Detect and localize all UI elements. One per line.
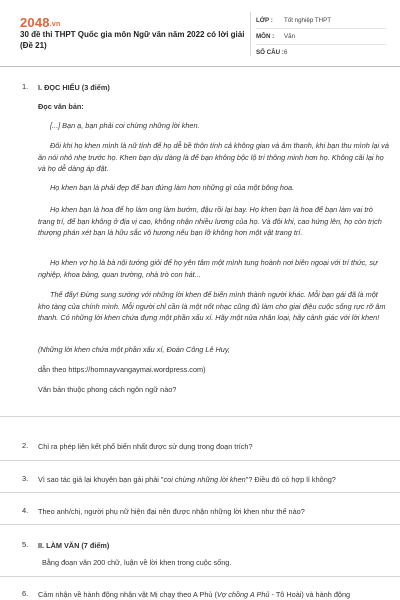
question-text-part: Vì sao tác giả lại khuyên bạn gái phải " bbox=[38, 475, 164, 484]
meta-key: MÔN : bbox=[256, 33, 275, 40]
site-logo[interactable] bbox=[20, 15, 60, 30]
question-text-italic: Vợ chồng A Phủ bbox=[216, 590, 270, 599]
question-divider bbox=[0, 524, 400, 525]
question-number: 1. bbox=[22, 82, 29, 91]
document-title: 30 đề thi THPT Quốc gia môn Ngữ văn năm 2022 có lời giải (Đề 21) bbox=[20, 30, 245, 50]
question-number: 5. bbox=[22, 540, 29, 549]
meta-row-count bbox=[256, 45, 386, 60]
logo-text: 2048 bbox=[20, 15, 50, 30]
reading-paragraph: Đôi khi họ khen mình là nữ tính để họ dễ bề thôn tính cả không gian và âm thanh, khi bạn thu mình lại và ăn nói nhỏ nhẹ trước họ. Khen bạn dịu dàng là để bạn không bộc lộ trí thông minh hơn họ. Không cãi lại họ và họ dễ dàng áp đặt. bbox=[38, 141, 389, 174]
question-number: 6. bbox=[22, 589, 29, 598]
question-text-part: - Tô Hoài) và hành động bbox=[269, 590, 351, 599]
meta-row-class bbox=[256, 13, 386, 29]
question-divider bbox=[0, 416, 400, 417]
question-number: 4. bbox=[22, 506, 29, 515]
meta-value: Tốt nghiệp THPT bbox=[284, 17, 332, 24]
meta-value: 6 bbox=[284, 49, 288, 56]
question-number: 3. bbox=[22, 474, 29, 483]
question-text bbox=[38, 589, 388, 600]
question-text-italic: coi chừng những lời khen bbox=[163, 475, 246, 484]
question-divider bbox=[0, 460, 400, 461]
question-divider bbox=[0, 576, 400, 577]
header bbox=[0, 0, 400, 64]
question-text-part: "? Điều đó có hợp lí không? bbox=[245, 475, 336, 484]
source-link[interactable]: dẫn theo https://homnayvangaymai.wordpress.com) bbox=[38, 365, 206, 374]
question-text: Theo anh/chị, người phụ nữ hiện đại nên được nhận những lời khen như thế nào? bbox=[38, 507, 305, 516]
reading-paragraph: [...] Bạn ạ, bạn phải coi chừng những lời khen. bbox=[50, 121, 200, 130]
section-heading: I. ĐỌC HIỂU (3 điểm) bbox=[38, 83, 110, 92]
meta-key: LỚP : bbox=[256, 17, 273, 24]
question-text bbox=[38, 474, 388, 485]
header-rule bbox=[0, 66, 400, 67]
section-heading: II. LÀM VĂN (7 điểm) bbox=[38, 541, 110, 550]
meta-value: Văn bbox=[284, 33, 296, 40]
question-number: 2. bbox=[22, 441, 29, 450]
reading-paragraph: Họ khen bạn là phải đẹp để bạn đứng làm hơn những gì của một bông hoa. bbox=[50, 183, 295, 192]
source-citation: (Những lời khen chứa một phần xấu xí, Đoàn Công Lê Huy, bbox=[38, 345, 230, 354]
header-divider bbox=[250, 12, 251, 56]
meta-row-subject bbox=[256, 29, 386, 45]
meta-table bbox=[256, 13, 386, 60]
question-text: Văn bản thuộc phong cách ngôn ngữ nào? bbox=[38, 385, 177, 394]
reading-paragraph: Thế đấy! Đừng sung sướng với những lời khen để biến mình thành người khác. Mỗi bạn gái đã là một kho tàng của chính mình. Mỗi người chỉ cần là một nốt nhạc cũng đủ làm cho giai điệu cuộc sống rực rỡ âm thanh. Có những lời khen chứa đựng một phần xấu xí. Hãy một nửa nhân loại, hãy cảnh giác với lời khen! bbox=[38, 290, 386, 323]
reading-paragraph: Họ khen vợ họ là bà nội tướng giỏi để họ yên tâm một mình tung hoành nơi biên ngoại với trí thức, sự nghiệp, khoa bảng, quan trường, nhà trò con hát... bbox=[38, 258, 378, 279]
question-text: Bằng đoạn văn 200 chữ, luận về lời khen trong cuộc sống. bbox=[42, 558, 232, 567]
reading-label: Đọc văn bản: bbox=[38, 102, 84, 111]
meta-key: SỐ CÂU : bbox=[256, 49, 284, 56]
question-divider bbox=[0, 492, 400, 493]
reading-paragraph: Họ khen bạn là hoa để họ làm ong làm bướm, đậu rồi lại bay. Họ khen bạn là hoa để bạn làm vai trò trang trí, để bạn không ở địa vị cao, không nhận nhiều lương của họ. Và đôi khi, cao hứng lên, họ còn trịch thượng phán xét bạn là hữu sắc vô hương nếu bạn lỡ không hơn một vật trang trí. bbox=[38, 205, 382, 238]
question-text: Chỉ ra phép liên kết phổ biến nhất được sử dụng trong đoạn trích? bbox=[38, 442, 253, 451]
logo-domain: .vn bbox=[49, 21, 61, 28]
question-text-part: Cảm nhận về hành động nhận vật Mị chạy theo A Phủ ( bbox=[38, 590, 217, 599]
